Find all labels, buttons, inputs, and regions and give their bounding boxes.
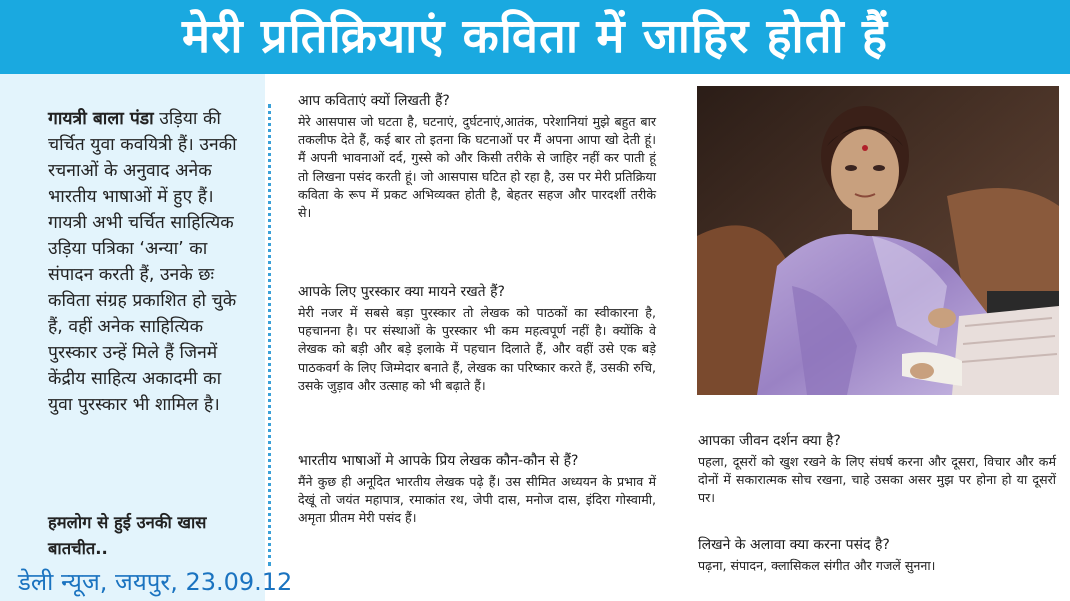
qa-block <box>698 432 1056 508</box>
column-divider <box>268 104 271 566</box>
author-photo-illustration <box>697 86 1059 395</box>
intro-closing: हमलोग से हुई उनकी खास बातचीत.. <box>48 513 207 558</box>
author-photo <box>697 86 1059 395</box>
dateline: डेली न्यूज, जयपुर, 23.09.12 <box>18 568 293 596</box>
question: लिखने के अलावा क्या करना पसंद है? <box>698 537 890 553</box>
qa-block <box>698 536 1056 575</box>
qa-block <box>298 283 656 395</box>
question: आप कविताएं क्यों लिखती हैं? <box>298 93 450 109</box>
answer: मैंने कुछ ही अनूदित भारतीय लेखक पढ़े हैं। उस सीमित अध्ययन के प्रभाव में देखूं तो जयंत महापात्र, रमाकांत रथ, जेपी दास, मनोज दास, इंदिरा गोस्वामी, अमृता प्रीतम मेरी पसंद हैं। <box>298 474 656 526</box>
author-bio-text: उड़िया की चर्चित युवा कवयित्री हैं। उनकी रचनाओं के अनुवाद अनेक भारतीय भाषाओं में हुए हैं। गायत्री अभी चर्चित साहित्यिक उड़िया पत्रिका ‘अन्या’ का संपादन करती हैं, उनके छः कविता संग्रह प्रकाशित हो चुके हैं, वहीं अनेक साहित्यिक पुरस्कार उन्हें मिले हैं जिनमें केंद्रीय साहित्य अकादमी का युवा पुरस्कार भी शामिल है। <box>48 109 237 415</box>
article-headline: मेरी प्रतिक्रियाएं कविता में जाहिर होती हैं <box>0 0 1070 74</box>
answer: पढ़ना, संपादन, क्लासिकल संगीत और गजलें सुनना। <box>698 558 936 573</box>
qa-block <box>298 452 656 528</box>
author-name: गायत्री बाला पंडा <box>48 109 154 129</box>
question: आपका जीवन दर्शन क्या है? <box>698 433 841 449</box>
qa-block <box>298 92 656 222</box>
question: भारतीय भाषाओं मे आपके प्रिय लेखक कौन-कौन से हैं? <box>298 453 579 469</box>
answer: मेरे आसपास जो घटता है, घटनाएं, दुर्घटनाएं,आतंक, परेशानियां मुझे बहुत बार तकलीफ देते हैं, कई बार तो इतना कि घटनाओं पर मैं अपना आपा खो देती हूं। मैं अपनी भावनाओं दर्द, गुस्से को और किसी तरीके से जाहिर नहीं कर पाती हूं तो लिखना पसंद करती हूं। जो आसपास घटित हो रहा है, उस पर मेरी प्रतिक्रिया कविता के रूप में प्रकट अभिव्यक्त होती है, बेहतर सहज और पारदर्शी तरीके से। <box>298 114 656 221</box>
question: आपके लिए पुरस्कार क्या मायने रखते हैं? <box>298 284 505 300</box>
answer: मेरी नजर में सबसे बड़ा पुरस्कार तो लेखक को पाठकों का स्वीकारना है, पहचानना है। पर संस्थाओं के पुरस्कार भी कम महत्वपूर्ण नहीं है। क्योंकि वे लेखक को बड़ी और बड़े इलाके में पहचान दिलाते हैं, और वहीं उसे एक बड़े पाठकवर्ग के लिए जिम्मेदार बनाते हैं, लेखक का परिष्कार करते हैं, उसकी रुचि, उसके जुड़ाव और उत्साह को भी बढ़ाते हैं। <box>298 305 656 393</box>
intro-bio <box>48 106 244 418</box>
answer: पहला, दूसरों को खुश रखने के लिए संघर्ष करना और दूसरा, विचार और कर्म दोनों में सकारात्मक सोच रखना, चाहे उसका असर मुझ पर होना हो या दूसरों पर। <box>698 454 1056 506</box>
